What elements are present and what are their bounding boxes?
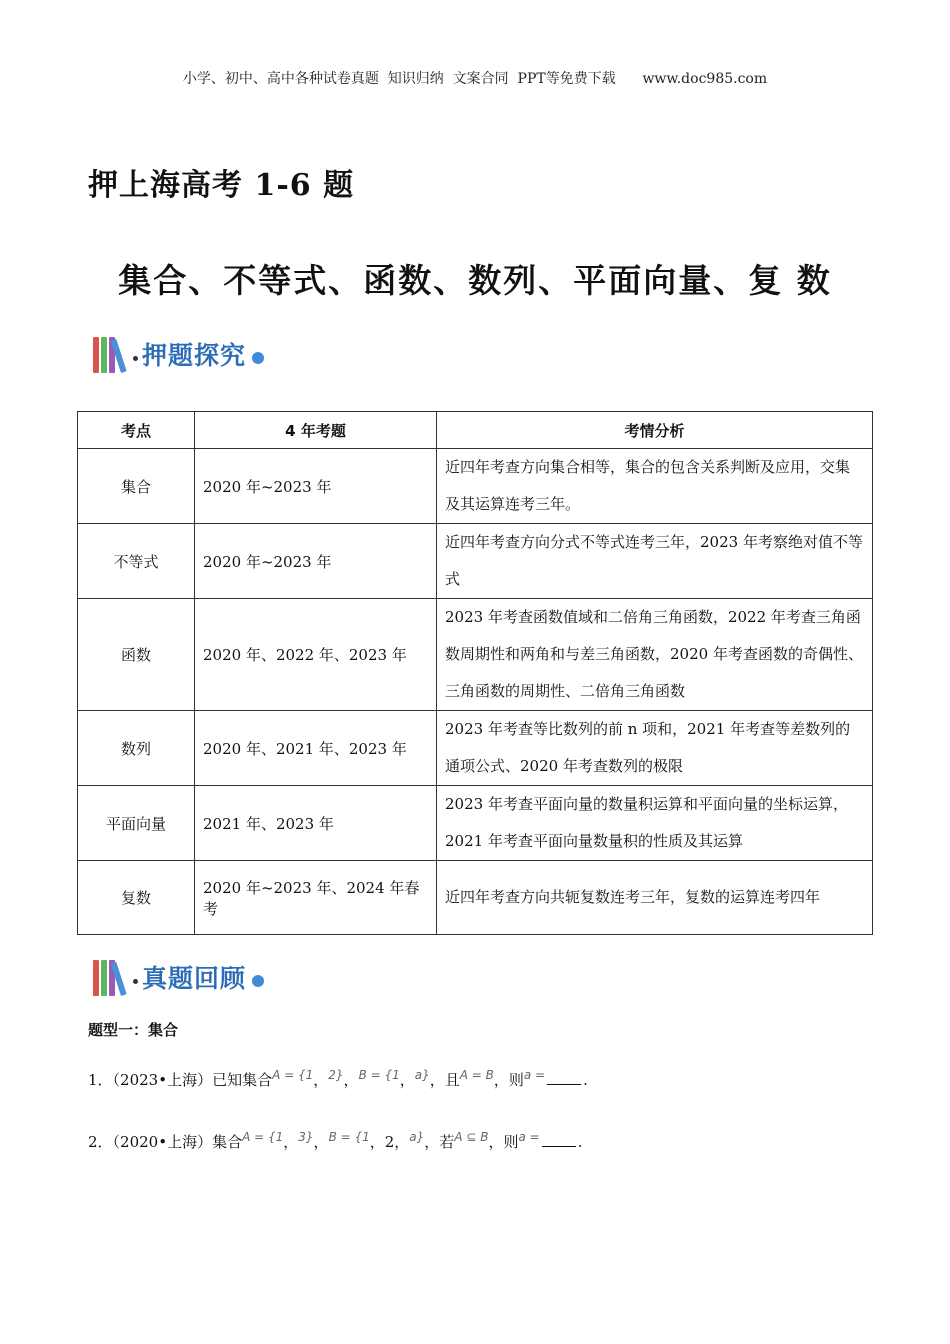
table-row bbox=[78, 861, 873, 935]
topic-cell: 函数 bbox=[78, 599, 195, 711]
question-1: 1．（2023•上海）已知集合$^{A = \{1}$，$^{2\}}$，$^{B = \{1}$，$^{a\}}$，且$^{A = B}$，则$^{a =}$ . bbox=[88, 1068, 588, 1089]
years-cell: 2020 年~2023 年 bbox=[195, 524, 437, 599]
analysis-cell: 2023 年考查等比数列的前 n 项和，2021 年考查等差数列的通项公式、2020 年考查数列的极限 bbox=[437, 711, 873, 786]
topic-cell: 平面向量 bbox=[78, 786, 195, 861]
header-topic: 考点 bbox=[78, 412, 195, 449]
years-cell: 2020 年、2021 年、2023 年 bbox=[195, 711, 437, 786]
page-title: 押上海高考 1-6 题 bbox=[88, 168, 355, 203]
years-cell: 2020 年~2023 年 bbox=[195, 449, 437, 524]
page-subtitle: 集合、不等式、函数、数列、平面向量、复 数 bbox=[118, 261, 832, 300]
section-heading-review bbox=[93, 957, 264, 997]
table-row bbox=[78, 786, 873, 861]
table-row bbox=[78, 524, 873, 599]
dot-icon bbox=[133, 979, 138, 984]
books-icon bbox=[93, 335, 129, 373]
answer-blank[interactable] bbox=[542, 1146, 576, 1147]
question-type-heading: 题型一：集合 bbox=[88, 1021, 179, 1039]
header-banner: 小学、初中、高中各种试卷真题 知识归纳 文案合同 PPT等免费下载 www.doc985.com bbox=[182, 71, 768, 87]
header-analysis: 考情分析 bbox=[437, 412, 873, 449]
topic-cell: 集合 bbox=[78, 449, 195, 524]
analysis-cell: 近四年考查方向共轭复数连考三年，复数的运算连考四年 bbox=[437, 861, 873, 935]
table-row bbox=[78, 711, 873, 786]
answer-blank[interactable] bbox=[547, 1084, 581, 1085]
years-cell: 2021 年、2023 年 bbox=[195, 786, 437, 861]
section-heading-forecast bbox=[93, 334, 264, 374]
topic-cell: 数列 bbox=[78, 711, 195, 786]
analysis-cell: 近四年考查方向集合相等，集合的包含关系判断及应用，交集及其运算连考三年。 bbox=[437, 449, 873, 524]
dot-icon bbox=[252, 975, 264, 987]
analysis-cell: 2023 年考查平面向量的数量积运算和平面向量的坐标运算，2021 年考查平面向量数量积的性质及其运算 bbox=[437, 786, 873, 861]
section-label: 押题探究 bbox=[142, 341, 247, 370]
question-2: 2．（2020•上海）集合$^{A = \{1}$，$^{3\}}$，$^{B = \{1}$，2，$^{a\}}$，若$^{A ⊆ B}$，则$^{a =}$ . bbox=[88, 1130, 583, 1151]
dot-icon bbox=[252, 352, 264, 364]
analysis-cell: 近四年考查方向分式不等式连考三年，2023 年考察绝对值不等式 bbox=[437, 524, 873, 599]
analysis-cell: 2023 年考查函数值域和二倍角三角函数，2022 年考查三角函数周期性和两角和与差三角函数，2020 年考查函数的奇偶性、三角函数的周期性、二倍角三角函数 bbox=[437, 599, 873, 711]
years-cell: 2020 年、2022 年、2023 年 bbox=[195, 599, 437, 711]
table-row bbox=[78, 449, 873, 524]
topic-cell: 复数 bbox=[78, 861, 195, 935]
books-icon bbox=[93, 958, 129, 996]
topic-cell: 不等式 bbox=[78, 524, 195, 599]
years-cell: 2020 年~2023 年、2024 年春考 bbox=[195, 861, 437, 935]
dot-icon bbox=[133, 356, 138, 361]
header-years: 4 年考题 bbox=[195, 412, 437, 449]
section-label: 真题回顾 bbox=[142, 964, 247, 993]
table-header-row bbox=[78, 412, 873, 449]
exam-analysis-table bbox=[77, 411, 873, 935]
table-row bbox=[78, 599, 873, 711]
